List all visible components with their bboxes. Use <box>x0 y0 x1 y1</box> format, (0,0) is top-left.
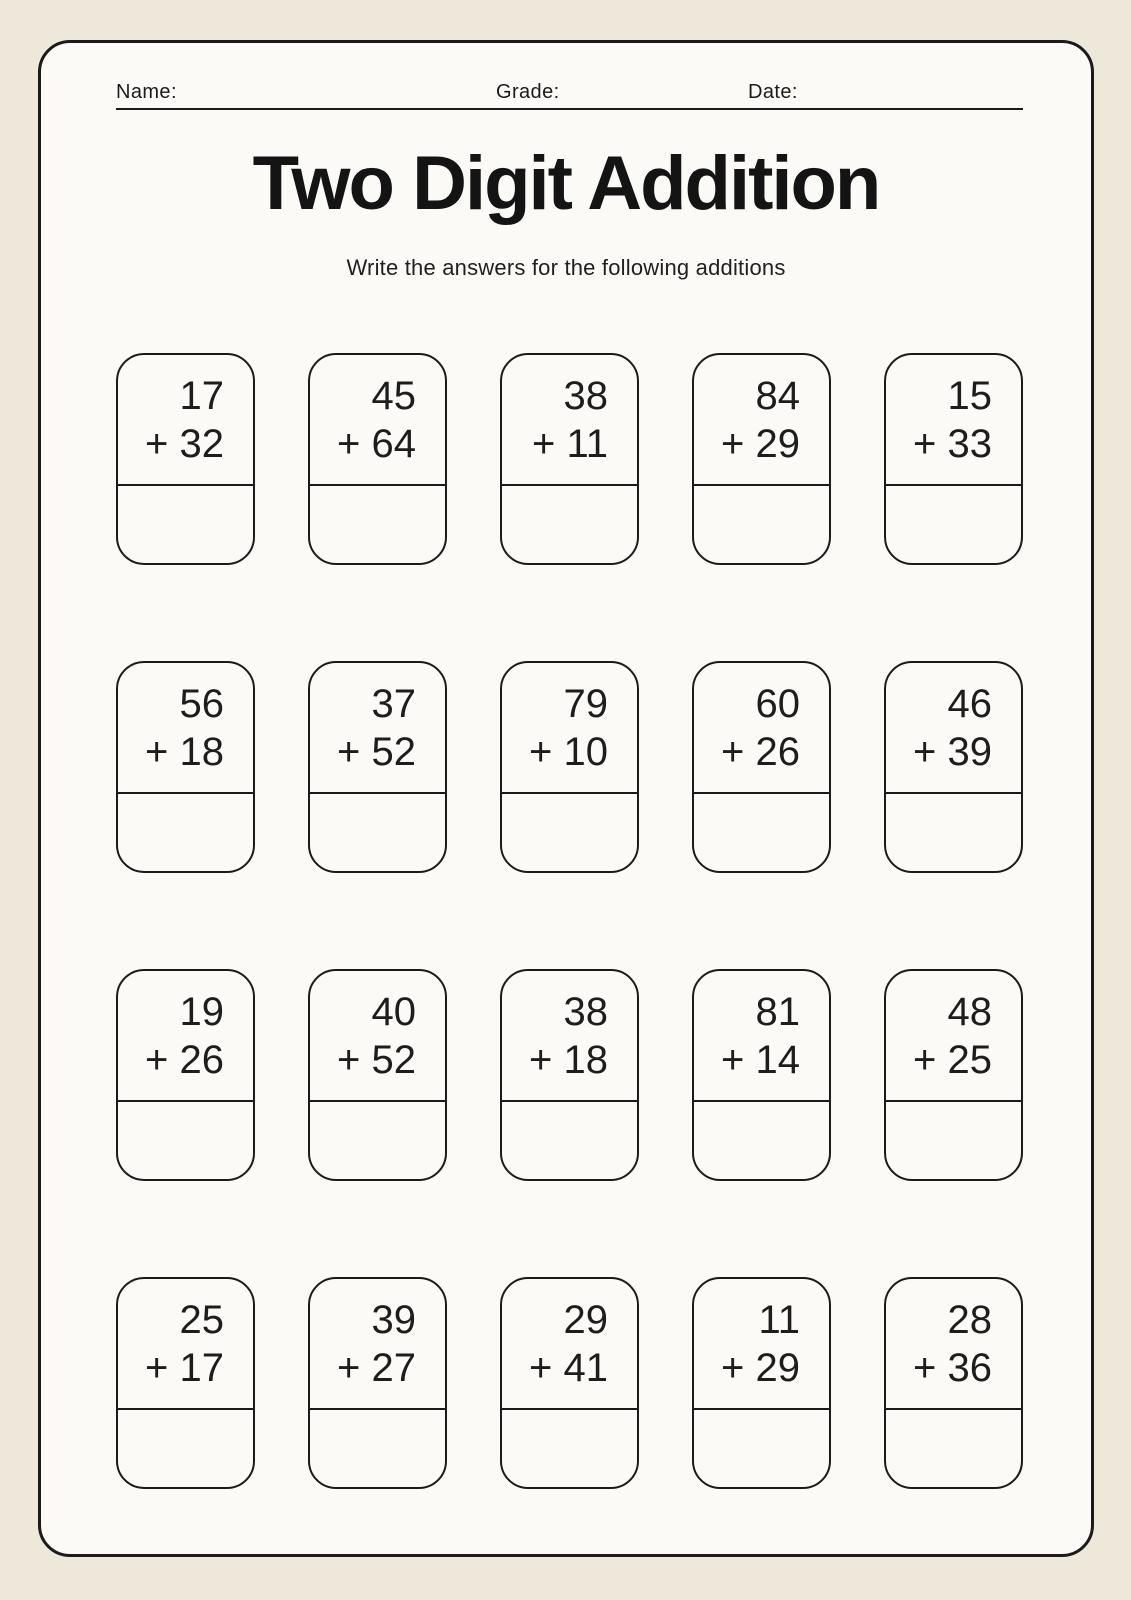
problem-row <box>116 661 1023 873</box>
operands <box>310 1279 445 1410</box>
date-label: Date: <box>748 81 798 103</box>
answer-box[interactable] <box>886 1410 1021 1487</box>
addend-bottom: + 64 <box>337 421 416 466</box>
problem-row <box>116 969 1023 1181</box>
addend-bottom: + 26 <box>145 1037 224 1082</box>
problem-grid <box>116 353 1023 1489</box>
operands <box>118 1279 253 1410</box>
problem-card <box>500 353 639 565</box>
problem-row <box>116 1277 1023 1489</box>
problem-row <box>116 353 1023 565</box>
problem-card <box>884 1277 1023 1489</box>
addend-top: 56 <box>179 681 224 726</box>
addend-top: 28 <box>947 1297 992 1342</box>
operands <box>310 663 445 794</box>
addend-top: 79 <box>563 681 608 726</box>
addend-bottom: + 27 <box>337 1345 416 1390</box>
operands <box>886 355 1021 486</box>
operands <box>118 971 253 1102</box>
problem-card <box>500 1277 639 1489</box>
operands <box>310 355 445 486</box>
problem-card <box>308 353 447 565</box>
answer-box[interactable] <box>694 794 829 871</box>
addend-top: 17 <box>179 373 224 418</box>
addend-top: 11 <box>758 1297 800 1342</box>
problem-card <box>884 661 1023 873</box>
problem-card <box>692 661 831 873</box>
answer-box[interactable] <box>694 1410 829 1487</box>
addend-bottom: + 36 <box>913 1345 992 1390</box>
problem-card <box>116 1277 255 1489</box>
addend-bottom: + 11 <box>532 421 608 466</box>
addend-top: 37 <box>371 681 416 726</box>
addend-top: 29 <box>563 1297 608 1342</box>
problem-card <box>308 969 447 1181</box>
addend-top: 46 <box>947 681 992 726</box>
operands <box>886 971 1021 1102</box>
operands <box>118 663 253 794</box>
problem-card <box>116 353 255 565</box>
operands <box>310 971 445 1102</box>
answer-box[interactable] <box>118 486 253 563</box>
worksheet-subtitle: Write the answers for the following additions <box>346 255 786 280</box>
answer-box[interactable] <box>886 794 1021 871</box>
addend-top: 84 <box>755 373 800 418</box>
grade-field[interactable] <box>566 78 736 108</box>
answer-box[interactable] <box>502 794 637 871</box>
addend-bottom: + 41 <box>529 1345 608 1390</box>
answer-box[interactable] <box>310 1102 445 1179</box>
answer-box[interactable] <box>118 1410 253 1487</box>
addend-top: 38 <box>563 373 608 418</box>
worksheet-title: Two Digit Addition <box>252 141 880 226</box>
name-label: Name: <box>116 81 177 103</box>
problem-card <box>692 969 831 1181</box>
problem-card <box>116 969 255 1181</box>
answer-box[interactable] <box>118 794 253 871</box>
addend-top: 81 <box>755 989 800 1034</box>
addend-bottom: + 29 <box>721 421 800 466</box>
addend-bottom: + 32 <box>145 421 224 466</box>
answer-box[interactable] <box>118 1102 253 1179</box>
answer-box[interactable] <box>310 1410 445 1487</box>
problem-card <box>116 661 255 873</box>
addend-bottom: + 25 <box>913 1037 992 1082</box>
answer-box[interactable] <box>310 486 445 563</box>
answer-box[interactable] <box>886 486 1021 563</box>
problem-card <box>500 969 639 1181</box>
addend-bottom: + 29 <box>721 1345 800 1390</box>
problem-card <box>884 353 1023 565</box>
addend-top: 48 <box>947 989 992 1034</box>
problem-card <box>692 353 831 565</box>
answer-box[interactable] <box>886 1102 1021 1179</box>
addend-top: 40 <box>371 989 416 1034</box>
addend-bottom: + 18 <box>145 729 224 774</box>
answer-box[interactable] <box>502 1102 637 1179</box>
answer-box[interactable] <box>502 1410 637 1487</box>
addend-bottom: + 10 <box>529 729 608 774</box>
addend-bottom: + 33 <box>913 421 992 466</box>
operands <box>886 1279 1021 1410</box>
answer-box[interactable] <box>694 1102 829 1179</box>
operands <box>118 355 253 486</box>
operands <box>502 1279 637 1410</box>
addend-top: 60 <box>755 681 800 726</box>
answer-box[interactable] <box>694 486 829 563</box>
operands <box>694 1279 829 1410</box>
addend-top: 25 <box>179 1297 224 1342</box>
addend-top: 45 <box>371 373 416 418</box>
addend-bottom: + 52 <box>337 729 416 774</box>
addend-bottom: + 17 <box>145 1345 224 1390</box>
addend-top: 19 <box>179 989 224 1034</box>
operands <box>502 971 637 1102</box>
addend-bottom: + 52 <box>337 1037 416 1082</box>
addend-bottom: + 39 <box>913 729 992 774</box>
operands <box>694 663 829 794</box>
addend-top: 38 <box>563 989 608 1034</box>
answer-box[interactable] <box>310 794 445 871</box>
grade-label: Grade: <box>496 81 560 103</box>
date-field[interactable] <box>811 78 1021 108</box>
operands <box>694 971 829 1102</box>
name-field[interactable] <box>186 78 486 108</box>
problem-card <box>308 661 447 873</box>
operands <box>694 355 829 486</box>
addend-top: 39 <box>371 1297 416 1342</box>
addend-bottom: + 26 <box>721 729 800 774</box>
worksheet-page <box>38 40 1094 1557</box>
addend-bottom: + 14 <box>721 1037 800 1082</box>
operands <box>502 355 637 486</box>
problem-card <box>308 1277 447 1489</box>
problem-card <box>884 969 1023 1181</box>
problem-card <box>500 661 639 873</box>
header-row <box>116 78 1023 110</box>
answer-box[interactable] <box>502 486 637 563</box>
operands <box>886 663 1021 794</box>
operands <box>502 663 637 794</box>
addend-bottom: + 18 <box>529 1037 608 1082</box>
addend-top: 15 <box>947 373 992 418</box>
problem-card <box>692 1277 831 1489</box>
